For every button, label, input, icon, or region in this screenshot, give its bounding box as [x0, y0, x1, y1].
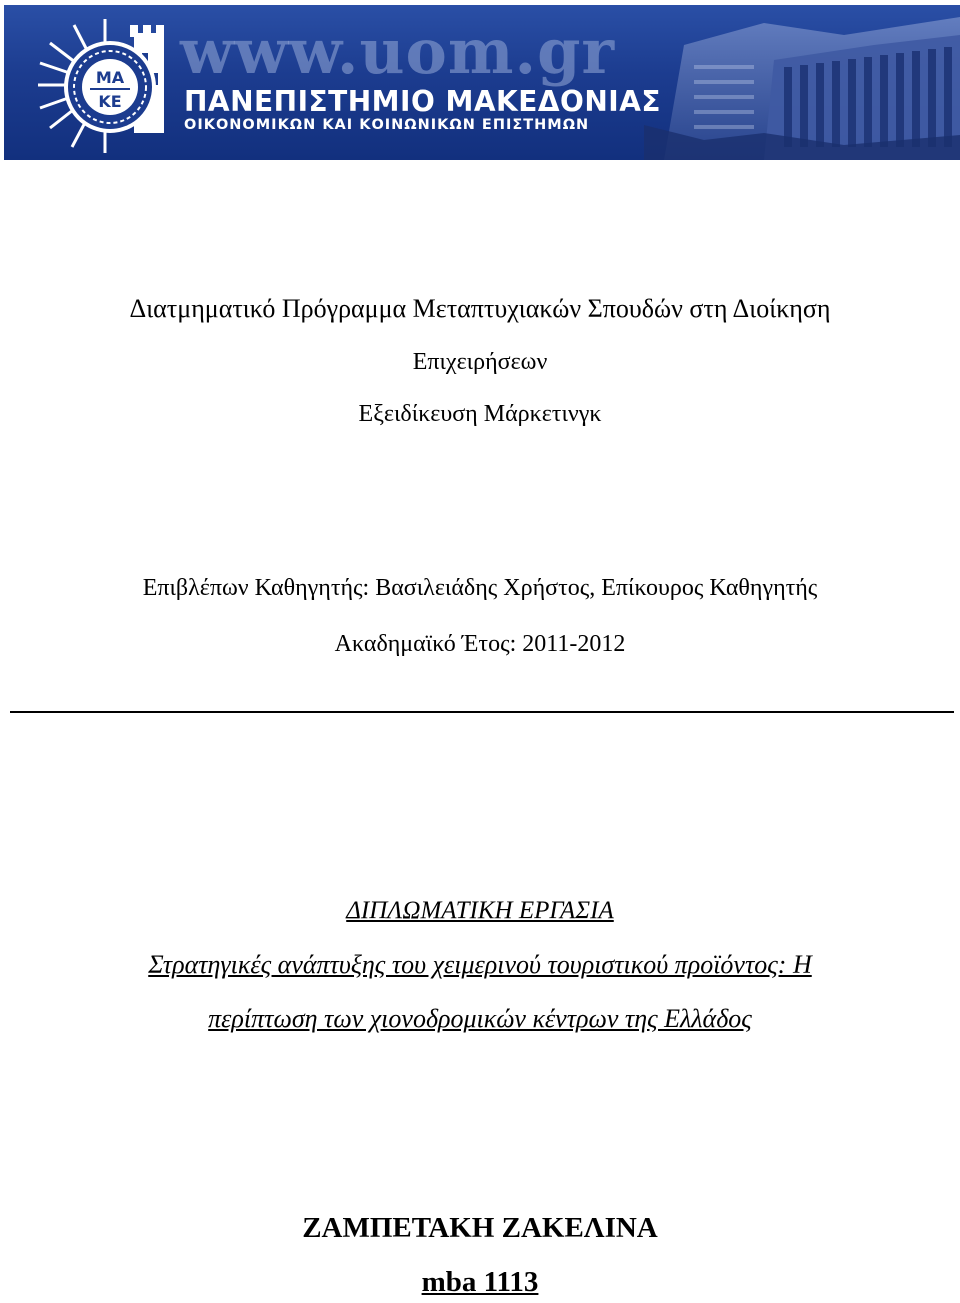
building-image	[644, 5, 960, 160]
university-banner	[4, 5, 960, 160]
student-id: mba 1113	[421, 1266, 539, 1298]
university-subtitle: ΟΙΚΟΝΟΜΙΚΩΝ ΚΑΙ ΚΟΙΝΩΝΙΚΩΝ ΕΠΙΣΤΗΜΩΝ	[184, 117, 590, 133]
university-logo-icon	[30, 13, 180, 158]
university-name: ΠΑΝΕΠΙΣΤΗΜΙΟ ΜΑΚΕΔΟΝΙΑΣ	[184, 85, 661, 118]
thesis-title-line-2: περίπτωση των χιονοδρομικών κέντρων της Ελλάδος	[208, 1004, 752, 1033]
thesis-label: ΔΙΠΛΩΜΑΤΙΚΗ ΕΡΓΑΣΙΑ	[346, 897, 614, 924]
banner-url: www.uom.gr	[180, 15, 616, 88]
author-name: ΖΑΜΠΕΤΑΚΗ ΖΑΚΕΛΙΝΑ	[302, 1212, 658, 1244]
svg-text:ΚΕ: ΚΕ	[98, 92, 122, 111]
divider	[10, 711, 954, 713]
svg-text:ΜΑ: ΜΑ	[95, 68, 125, 87]
academic-year: Ακαδημαϊκό Έτος: 2011-2012	[334, 631, 626, 657]
thesis-title-line-1: Στρατηγικές ανάπτυξης του χειμερινού τουριστικού προϊόντος: Η	[148, 950, 812, 979]
program-specialization: Εξειδίκευση Μάρκετινγκ	[358, 401, 602, 427]
program-title-line-1: Διατμηματικό Πρόγραμμα Μεταπτυχιακών Σπουδών στη Διοίκηση	[129, 294, 831, 323]
program-title-line-2: Επιχειρήσεων	[412, 349, 548, 375]
supervisor-line: Επιβλέπων Καθηγητής: Βασιλειάδης Χρήστος, Επίκουρος Καθηγητής	[142, 575, 818, 601]
